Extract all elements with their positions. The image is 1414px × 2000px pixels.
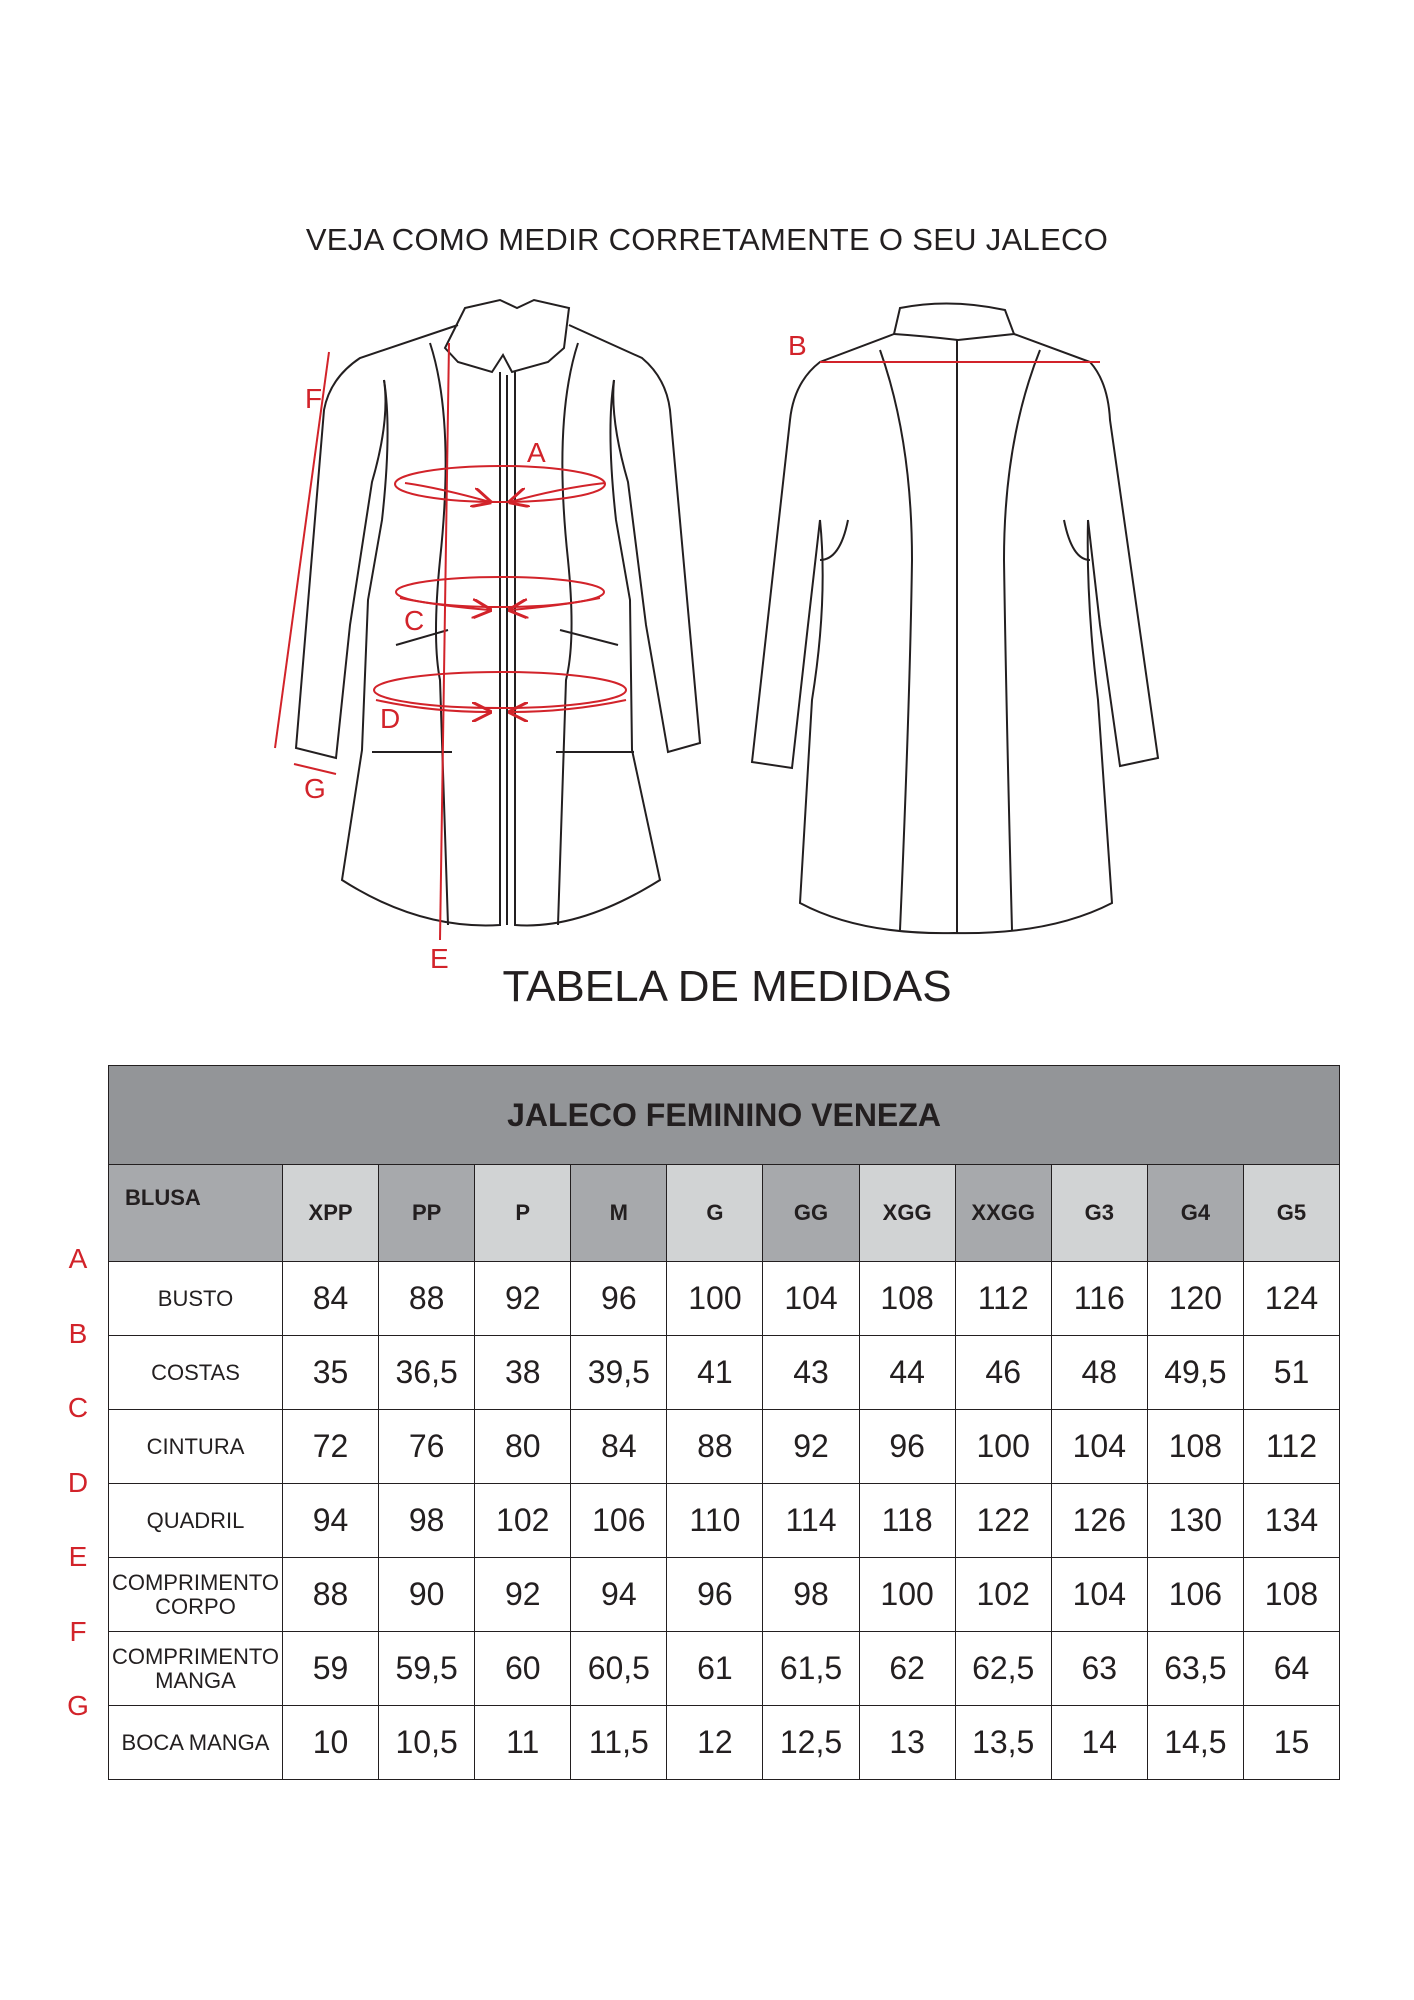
measure-value: 59 bbox=[283, 1632, 379, 1706]
table-row bbox=[109, 1484, 1340, 1558]
measure-value: 100 bbox=[859, 1558, 955, 1632]
size-header-gg: GG bbox=[763, 1165, 859, 1262]
measure-value: 92 bbox=[763, 1410, 859, 1484]
measure-value: 39,5 bbox=[571, 1336, 667, 1410]
size-header-g: G bbox=[667, 1165, 763, 1262]
diagram-label-C: C bbox=[404, 605, 425, 636]
measure-label bbox=[109, 1336, 283, 1410]
table-row bbox=[109, 1706, 1340, 1780]
diagram-label-E: E bbox=[430, 943, 449, 970]
measure-value: 13,5 bbox=[955, 1706, 1051, 1780]
diagram-label-A: A bbox=[527, 437, 546, 468]
measure-value: 100 bbox=[955, 1410, 1051, 1484]
measure-label bbox=[109, 1262, 283, 1336]
row-letter-d: D bbox=[67, 1466, 89, 1498]
measure-value: 122 bbox=[955, 1484, 1051, 1558]
table-row bbox=[109, 1336, 1340, 1410]
table-row bbox=[109, 1262, 1340, 1336]
measure-value: 120 bbox=[1147, 1262, 1243, 1336]
measure-value: 106 bbox=[1147, 1558, 1243, 1632]
product-title: JALECO FEMININO VENEZA bbox=[109, 1066, 1340, 1165]
measure-label bbox=[109, 1558, 283, 1632]
measure-value: 102 bbox=[955, 1558, 1051, 1632]
measure-value: 10 bbox=[283, 1706, 379, 1780]
measure-value: 44 bbox=[859, 1336, 955, 1410]
measure-value: 80 bbox=[475, 1410, 571, 1484]
measure-value: 49,5 bbox=[1147, 1336, 1243, 1410]
row-letter-g: G bbox=[67, 1690, 89, 1721]
size-header-g3: G3 bbox=[1051, 1165, 1147, 1262]
measure-value: 130 bbox=[1147, 1484, 1243, 1558]
size-header-xpp: XPP bbox=[283, 1165, 379, 1262]
table-row bbox=[109, 1410, 1340, 1484]
measure-value: 90 bbox=[379, 1558, 475, 1632]
measure-value: 112 bbox=[1243, 1410, 1339, 1484]
size-header-m: M bbox=[571, 1165, 667, 1262]
measure-value: 61,5 bbox=[763, 1632, 859, 1706]
size-header-g5: G5 bbox=[1243, 1165, 1339, 1262]
table-corner-label: BLUSA bbox=[109, 1165, 283, 1262]
measure-value: 84 bbox=[571, 1410, 667, 1484]
diagram-label-F: F bbox=[305, 383, 323, 414]
measure-value: 92 bbox=[475, 1262, 571, 1336]
measure-value: 96 bbox=[859, 1410, 955, 1484]
measure-value: 104 bbox=[763, 1262, 859, 1336]
measure-value: 84 bbox=[283, 1262, 379, 1336]
measure-value: 94 bbox=[283, 1484, 379, 1558]
measure-label-line: COSTAS bbox=[151, 1359, 240, 1385]
measure-value: 96 bbox=[571, 1262, 667, 1336]
measure-value: 98 bbox=[763, 1558, 859, 1632]
table-title: TABELA DE MEDIDAS bbox=[502, 962, 952, 1011]
measure-value: 112 bbox=[955, 1262, 1051, 1336]
diagram-label-G: G bbox=[304, 773, 326, 804]
measure-label bbox=[109, 1706, 283, 1780]
measure-value: 126 bbox=[1051, 1484, 1147, 1558]
measure-value: 11 bbox=[475, 1706, 571, 1780]
measure-value: 51 bbox=[1243, 1336, 1339, 1410]
measure-value: 11,5 bbox=[571, 1706, 667, 1780]
size-chart-table bbox=[108, 1065, 1340, 1780]
row-letter-a: A bbox=[68, 1243, 88, 1274]
measure-value: 134 bbox=[1243, 1484, 1339, 1558]
measure-label-line: BUSTO bbox=[157, 1285, 234, 1311]
measure-value: 14,5 bbox=[1147, 1706, 1243, 1780]
measure-label bbox=[109, 1484, 283, 1558]
measure-value: 118 bbox=[859, 1484, 955, 1558]
measure-value: 43 bbox=[763, 1336, 859, 1410]
diagram-label-D: D bbox=[380, 703, 401, 734]
measure-value: 62 bbox=[859, 1632, 955, 1706]
measure-value: 14 bbox=[1051, 1706, 1147, 1780]
measure-value: 104 bbox=[1051, 1410, 1147, 1484]
measure-value: 108 bbox=[859, 1262, 955, 1336]
jacket-front-drawing bbox=[296, 300, 700, 925]
measure-value: 61 bbox=[667, 1632, 763, 1706]
measure-value: 88 bbox=[667, 1410, 763, 1484]
measure-label-line: COMPRIMENTO bbox=[111, 1643, 280, 1669]
measure-value: 10,5 bbox=[379, 1706, 475, 1780]
measure-value: 36,5 bbox=[379, 1336, 475, 1410]
size-header-g4: G4 bbox=[1147, 1165, 1243, 1262]
measure-value: 64 bbox=[1243, 1632, 1339, 1706]
measure-label bbox=[109, 1410, 283, 1484]
measure-value: 106 bbox=[571, 1484, 667, 1558]
measure-label-line: COMPRIMENTO bbox=[111, 1569, 280, 1595]
measure-label-line: QUADRIL bbox=[146, 1507, 245, 1533]
measure-value: 62,5 bbox=[955, 1632, 1051, 1706]
measure-value: 96 bbox=[667, 1558, 763, 1632]
row-letter-c: C bbox=[67, 1392, 89, 1423]
measure-value: 60,5 bbox=[571, 1632, 667, 1706]
size-header-xxgg: XXGG bbox=[955, 1165, 1051, 1262]
size-header-pp: PP bbox=[379, 1165, 475, 1262]
measure-value: 108 bbox=[1243, 1558, 1339, 1632]
measure-value: 88 bbox=[283, 1558, 379, 1632]
measure-value: 12,5 bbox=[763, 1706, 859, 1780]
measure-value: 110 bbox=[667, 1484, 763, 1558]
diagram-label-B: B bbox=[788, 330, 807, 361]
measure-value: 35 bbox=[283, 1336, 379, 1410]
measure-value: 100 bbox=[667, 1262, 763, 1336]
measure-value: 48 bbox=[1051, 1336, 1147, 1410]
measure-value: 104 bbox=[1051, 1558, 1147, 1632]
measure-value: 60 bbox=[475, 1632, 571, 1706]
measure-value: 98 bbox=[379, 1484, 475, 1558]
measure-value: 124 bbox=[1243, 1262, 1339, 1336]
row-letter-b: B bbox=[68, 1317, 88, 1349]
measure-value: 38 bbox=[475, 1336, 571, 1410]
measure-value: 108 bbox=[1147, 1410, 1243, 1484]
measure-value: 59,5 bbox=[379, 1632, 475, 1706]
row-letter-f: F bbox=[69, 1615, 87, 1647]
measure-value: 13 bbox=[859, 1706, 955, 1780]
measure-value: 12 bbox=[667, 1706, 763, 1780]
table-row bbox=[109, 1632, 1340, 1706]
measure-value: 15 bbox=[1243, 1706, 1339, 1780]
measure-label-line: BOCA MANGA bbox=[121, 1729, 270, 1755]
measure-value: 46 bbox=[955, 1336, 1051, 1410]
measure-value: 114 bbox=[763, 1484, 859, 1558]
measure-value: 72 bbox=[283, 1410, 379, 1484]
measure-value: 76 bbox=[379, 1410, 475, 1484]
jacket-back-drawing bbox=[752, 303, 1158, 933]
table-row bbox=[109, 1558, 1340, 1632]
measure-label bbox=[109, 1632, 283, 1706]
jacket-measurement-diagram bbox=[0, 290, 1414, 970]
size-header-p: P bbox=[475, 1165, 571, 1262]
measure-value: 94 bbox=[571, 1558, 667, 1632]
measure-label-line: MANGA bbox=[155, 1667, 236, 1693]
measure-value: 41 bbox=[667, 1336, 763, 1410]
measure-value: 63 bbox=[1051, 1632, 1147, 1706]
measure-value: 88 bbox=[379, 1262, 475, 1336]
measure-value: 63,5 bbox=[1147, 1632, 1243, 1706]
page-heading: VEJA COMO MEDIR CORRETAMENTE O SEU JALECO bbox=[305, 222, 1109, 257]
measure-value: 116 bbox=[1051, 1262, 1147, 1336]
measure-value: 92 bbox=[475, 1558, 571, 1632]
measure-value: 102 bbox=[475, 1484, 571, 1558]
row-letter-e: E bbox=[68, 1541, 88, 1572]
measure-label-line: CINTURA bbox=[146, 1433, 245, 1459]
measure-label-line: CORPO bbox=[155, 1593, 236, 1619]
size-header-xgg: XGG bbox=[859, 1165, 955, 1262]
